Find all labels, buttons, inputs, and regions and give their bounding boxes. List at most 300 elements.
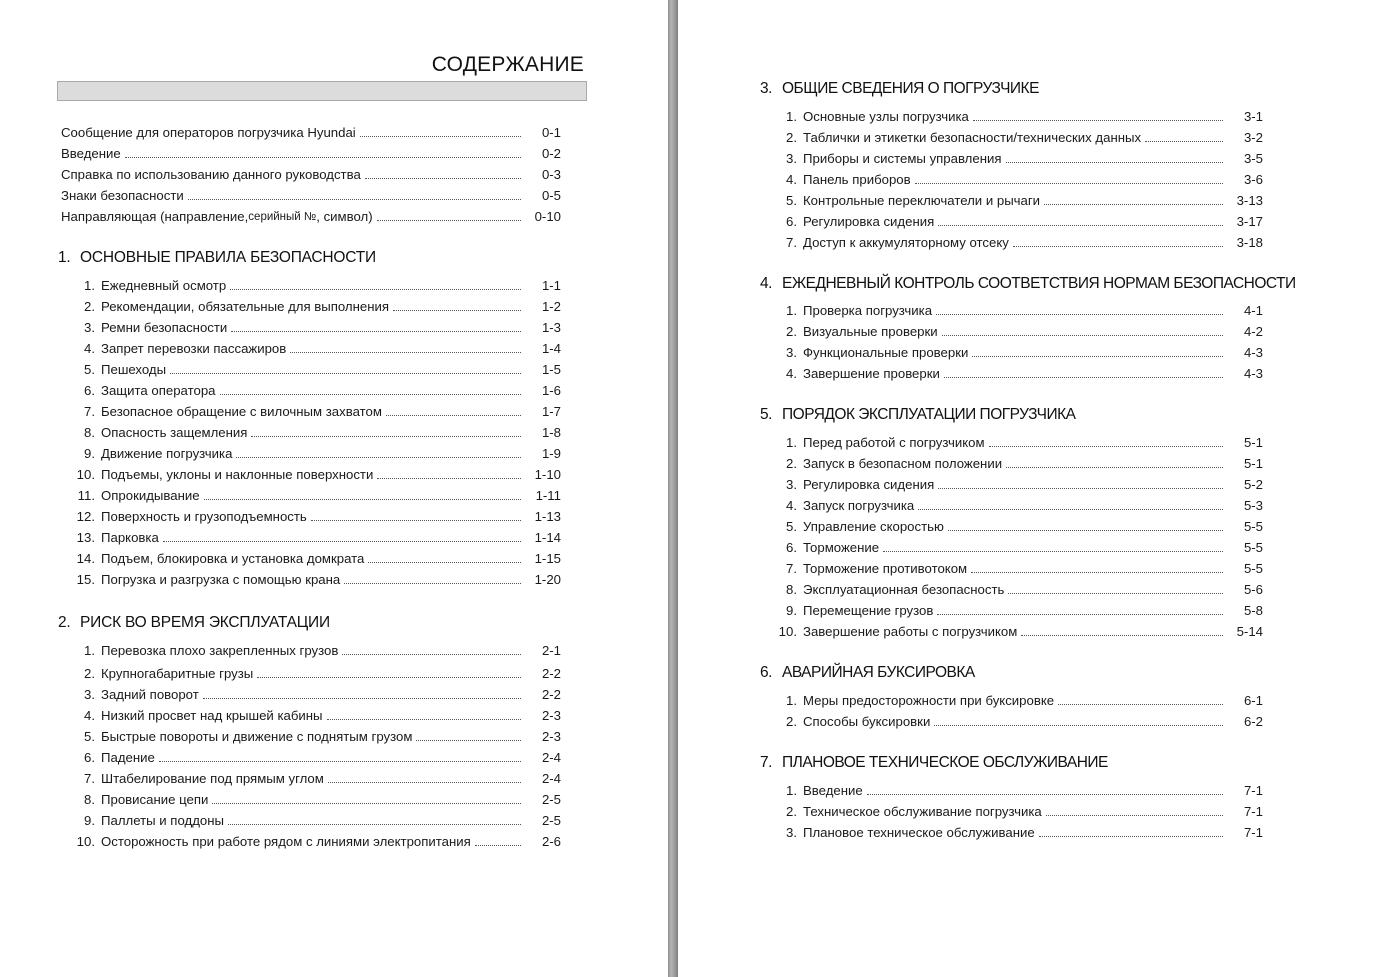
toc-entry[interactable] xyxy=(773,126,1263,146)
dot-leader xyxy=(1039,836,1223,837)
toc-entry-text: Направляющая (направление, xyxy=(61,209,249,224)
toc-entry-page: 0-10 xyxy=(534,209,561,224)
section-title: ОБЩИЕ СВЕДЕНИЯ О ПОГРУЗЧИКЕ xyxy=(782,80,1039,97)
dot-leader xyxy=(942,335,1223,336)
dot-leader xyxy=(1008,593,1223,594)
toc-entry-number: 13. xyxy=(76,530,95,545)
toc-entry-number: 7. xyxy=(786,235,797,250)
toc-entry-page: 4-3 xyxy=(1243,366,1263,381)
toc-entry[interactable] xyxy=(73,809,561,829)
dot-leader xyxy=(1046,815,1223,816)
toc-entry-page: 3-17 xyxy=(1236,214,1263,229)
toc-entry-page: 1-11 xyxy=(535,488,561,503)
dot-leader xyxy=(971,572,1223,573)
toc-entry-text: Парковка xyxy=(101,530,159,545)
toc-entry-number: 9. xyxy=(84,446,95,461)
toc-entry[interactable] xyxy=(773,147,1263,167)
toc-entry-page: 1-8 xyxy=(541,425,561,440)
toc-entry-page: 0-2 xyxy=(541,146,561,161)
toc-entry-page: 1-9 xyxy=(541,446,561,461)
toc-entry-page: 4-3 xyxy=(1243,345,1263,360)
toc-entry-page: 1-4 xyxy=(541,341,561,356)
toc-entry-text: Перед работой с погрузчиком xyxy=(803,435,985,450)
toc-entry[interactable] xyxy=(73,274,561,294)
toc-entry[interactable] xyxy=(773,620,1263,640)
toc-entry-text: Техническое обслуживание погрузчика xyxy=(803,804,1042,819)
dot-leader xyxy=(365,178,521,179)
toc-entry-number: 1. xyxy=(84,643,95,658)
toc-entry-page: 5-5 xyxy=(1243,519,1263,534)
toc-entry-page: 5-2 xyxy=(1243,477,1263,492)
dot-leader xyxy=(934,725,1223,726)
toc-entry-number: 4. xyxy=(786,498,797,513)
toc-entry[interactable] xyxy=(773,210,1263,230)
dot-leader xyxy=(328,782,521,783)
toc-entry-page: 2-1 xyxy=(541,643,561,658)
toc-entry-text: Рекомендации, обязательные для выполнения xyxy=(101,299,390,314)
toc-entry-text: Задний поворот xyxy=(101,687,199,702)
section-heading[interactable] xyxy=(760,275,1296,293)
dot-leader xyxy=(1021,635,1223,636)
toc-entry-number: 1. xyxy=(786,303,797,318)
toc-entry-page: 0-5 xyxy=(541,188,561,203)
toc-entry-page: 1-13 xyxy=(534,509,561,524)
toc-entry[interactable] xyxy=(773,362,1263,382)
dot-leader xyxy=(1006,162,1224,163)
dot-leader xyxy=(159,761,521,762)
toc-entry-number: 2. xyxy=(786,714,797,729)
toc-entry-number: 2. xyxy=(84,299,95,314)
toc-entry[interactable] xyxy=(73,662,561,682)
toc-entry-number: 1. xyxy=(786,109,797,124)
toc-entry-page: 2-3 xyxy=(541,729,561,744)
dot-leader xyxy=(948,530,1223,531)
toc-entry[interactable] xyxy=(73,400,561,420)
toc-entry[interactable] xyxy=(773,689,1263,709)
dot-leader xyxy=(1044,204,1223,205)
toc-entry-number: 1. xyxy=(786,783,797,798)
toc-entry-text: Запуск погрузчика xyxy=(803,498,915,513)
toc-entry-text: Запуск в безопасном положении xyxy=(803,456,1003,471)
toc-entry[interactable] xyxy=(773,452,1263,472)
toc-entry-text: Способы буксировки xyxy=(803,714,931,729)
dot-leader xyxy=(377,220,521,221)
toc-entry[interactable] xyxy=(61,121,561,141)
toc-entry[interactable] xyxy=(773,189,1263,209)
toc-entry-number: 2. xyxy=(84,666,95,681)
toc-entry[interactable] xyxy=(773,779,1263,799)
toc-entry-text: Регулировка сидения xyxy=(803,214,935,229)
toc-entry[interactable] xyxy=(61,205,561,225)
section-number: 5. xyxy=(760,406,772,423)
toc-entry-text: Перевозка плохо закрепленных грузов xyxy=(101,643,339,658)
dot-leader xyxy=(220,394,522,395)
toc-entry-text: Таблички и этикетки безопасности/технических данных xyxy=(803,130,1142,145)
section-number: 6. xyxy=(760,664,772,681)
toc-entry-text: Доступ к аккумуляторному отсеку xyxy=(803,235,1009,250)
toc-entry-text: Падение xyxy=(101,750,155,765)
toc-entry[interactable] xyxy=(73,547,561,567)
dot-leader xyxy=(918,509,1223,510)
toc-entry-text: Панель приборов xyxy=(803,172,911,187)
toc-entry-text: Торможение xyxy=(803,540,880,555)
toc-entry-text: Ежедневный осмотр xyxy=(101,278,227,293)
toc-entry[interactable] xyxy=(73,725,561,745)
toc-entry[interactable] xyxy=(73,788,561,808)
toc-entry-text: Знаки безопасности xyxy=(61,188,184,203)
toc-entry-page: 4-1 xyxy=(1243,303,1263,318)
toc-entry-number: 5. xyxy=(786,519,797,534)
toc-entry-number: 10. xyxy=(76,467,95,482)
toc-entry-page: 2-6 xyxy=(541,834,561,849)
toc-entry[interactable] xyxy=(73,463,561,483)
toc-entry-text: Плановое техническое обслуживание xyxy=(803,825,1035,840)
dot-leader xyxy=(251,436,521,437)
section-number: 4. xyxy=(760,275,772,292)
toc-entry-number: 5. xyxy=(84,729,95,744)
dot-leader xyxy=(867,794,1223,795)
toc-entry-page: 2-4 xyxy=(541,771,561,786)
toc-entry-text: Сообщение для операторов погрузчика Hyundai xyxy=(61,125,356,140)
toc-entry-page: 7-1 xyxy=(1243,783,1263,798)
toc-entry-page: 3-13 xyxy=(1236,193,1263,208)
toc-entry-text: Основные узлы погрузчика xyxy=(803,109,969,124)
toc-entry-number: 14. xyxy=(76,551,95,566)
toc-entry[interactable] xyxy=(73,484,561,504)
toc-entry[interactable] xyxy=(773,473,1263,493)
toc-entry-text: Паллеты и поддоны xyxy=(101,813,224,828)
toc-entry-text: Эксплуатационная безопасность xyxy=(803,582,1005,597)
section-heading[interactable] xyxy=(760,754,1108,772)
toc-entry-number: 2. xyxy=(786,130,797,145)
toc-entry[interactable] xyxy=(773,536,1263,556)
toc-entry-number: 4. xyxy=(786,172,797,187)
toc-entry[interactable] xyxy=(61,163,561,183)
toc-entry-text: Перемещение грузов xyxy=(803,603,934,618)
section-number: 3. xyxy=(760,80,772,97)
dot-leader xyxy=(944,377,1223,378)
toc-entry-page: 5-1 xyxy=(1243,435,1263,450)
toc-entry-page: 7-1 xyxy=(1243,825,1263,840)
toc-entry[interactable] xyxy=(73,639,561,659)
toc-entry[interactable] xyxy=(61,142,561,162)
toc-entry-page: 5-5 xyxy=(1243,561,1263,576)
toc-entry-text: Регулировка сидения xyxy=(803,477,935,492)
toc-entry-number: 6. xyxy=(786,540,797,555)
dot-leader xyxy=(416,740,521,741)
toc-entry-page: 5-6 xyxy=(1243,582,1263,597)
toc-entry-number: 6. xyxy=(84,383,95,398)
toc-entry-page: 2-2 xyxy=(541,666,561,681)
toc-entry-text: Введение xyxy=(61,146,121,161)
dot-leader xyxy=(344,583,521,584)
toc-entry-text: Визуальные проверки xyxy=(803,324,938,339)
toc-entry-text: Движение погрузчика xyxy=(101,446,233,461)
toc-entry-number: 8. xyxy=(786,582,797,597)
toc-entry-text: Поверхность и грузоподъемность xyxy=(101,509,307,524)
toc-entry[interactable] xyxy=(773,515,1263,535)
toc-entry-page: 3-18 xyxy=(1236,235,1263,250)
dot-leader xyxy=(360,136,521,137)
toc-entry-number: 3. xyxy=(786,825,797,840)
toc-entry[interactable] xyxy=(773,578,1263,598)
page-title: СОДЕРЖАНИЕ xyxy=(431,53,584,76)
toc-entry-page: 1-1 xyxy=(541,278,561,293)
dot-leader xyxy=(938,225,1223,226)
toc-entry[interactable] xyxy=(773,494,1263,514)
toc-entry-number: 3. xyxy=(786,345,797,360)
section-heading[interactable] xyxy=(760,406,1076,424)
toc-entry-number: 15. xyxy=(76,572,95,587)
section-number: 1. xyxy=(58,249,71,266)
dot-leader xyxy=(170,373,521,374)
dot-leader xyxy=(475,845,521,846)
toc-entry-page: 1-15 xyxy=(534,551,561,566)
toc-entry[interactable] xyxy=(73,746,561,766)
toc-entry-page: 2-3 xyxy=(541,708,561,723)
dot-leader xyxy=(989,446,1223,447)
toc-entry-number: 2. xyxy=(786,456,797,471)
toc-entry-page: 1-7 xyxy=(541,404,561,419)
toc-entry[interactable] xyxy=(73,379,561,399)
toc-entry-text: Справка по использованию данного руководства xyxy=(61,167,361,182)
toc-entry-text: Функциональные проверки xyxy=(803,345,969,360)
toc-entry-text-small: серийный № xyxy=(248,211,317,223)
toc-entry-text: Проверка погрузчика xyxy=(803,303,933,318)
toc-entry-page: 7-1 xyxy=(1243,804,1263,819)
toc-entry-text: Низкий просвет над крышей кабины xyxy=(101,708,323,723)
toc-entry[interactable] xyxy=(73,442,561,462)
toc-entry-text: Управление скоростью xyxy=(803,519,944,534)
toc-entry-text: Введение xyxy=(803,783,863,798)
section-heading[interactable] xyxy=(760,80,1039,98)
toc-entry-text: Пешеходы xyxy=(101,362,167,377)
section-title: ПЛАНОВОЕ ТЕХНИЧЕСКОЕ ОБСЛУЖИВАНИЕ xyxy=(782,754,1108,771)
toc-entry-number: 7. xyxy=(786,561,797,576)
toc-entry[interactable] xyxy=(73,830,561,850)
toc-entry[interactable] xyxy=(773,168,1263,188)
section-title: ЕЖЕДНЕВНЫЙ КОНТРОЛЬ СООТВЕТСТВИЯ НОРМАМ БЕЗОПАСНОСТИ xyxy=(782,275,1296,292)
toc-entry[interactable] xyxy=(73,337,561,357)
toc-entry[interactable] xyxy=(73,316,561,336)
dot-leader xyxy=(936,314,1223,315)
toc-entry[interactable] xyxy=(73,358,561,378)
toc-entry-page: 1-5 xyxy=(541,362,561,377)
toc-entry[interactable] xyxy=(73,505,561,525)
toc-entry[interactable] xyxy=(773,599,1263,619)
dot-leader xyxy=(938,488,1223,489)
toc-entry-number: 1. xyxy=(84,278,95,293)
toc-entry-page: 2-2 xyxy=(541,687,561,702)
toc-entry-text: Безопасное обращение с вилочным захватом xyxy=(101,404,382,419)
toc-entry-number: 2. xyxy=(786,324,797,339)
toc-entry[interactable] xyxy=(773,299,1263,319)
toc-entry-number: 5. xyxy=(786,193,797,208)
toc-entry-text: Запрет перевозки пассажиров xyxy=(101,341,287,356)
toc-entry-number: 9. xyxy=(786,603,797,618)
toc-entry[interactable] xyxy=(73,767,561,787)
section-number: 2. xyxy=(58,614,71,631)
toc-entry[interactable] xyxy=(73,526,561,546)
toc-entry[interactable] xyxy=(773,431,1263,451)
toc-entry-number: 10. xyxy=(76,834,95,849)
toc-entry-page: 1-6 xyxy=(541,383,561,398)
toc-entry-text: Завершение работы с погрузчиком xyxy=(803,624,1018,639)
toc-entry-text: Ремни безопасности xyxy=(101,320,228,335)
toc-entry-page: 2-4 xyxy=(541,750,561,765)
toc-entry-page: 3-1 xyxy=(1243,109,1263,124)
toc-entry-page: 6-1 xyxy=(1243,693,1263,708)
dot-leader xyxy=(231,331,521,332)
toc-entry-text: Меры предосторожности при буксировке xyxy=(803,693,1055,708)
dot-leader xyxy=(125,157,521,158)
dot-leader xyxy=(1013,246,1223,247)
toc-entry-page: 3-6 xyxy=(1243,172,1263,187)
section-heading[interactable] xyxy=(58,249,376,267)
dot-leader xyxy=(163,541,521,542)
toc-entry-page: 2-5 xyxy=(541,813,561,828)
section-title: РИСК ВО ВРЕМЯ ЭКСПЛУАТАЦИИ xyxy=(80,614,330,631)
section-title: ОСНОВНЫЕ ПРАВИЛА БЕЗОПАСНОСТИ xyxy=(80,249,376,266)
toc-entry-text: Приборы и системы управления xyxy=(803,151,1002,166)
toc-entry-text: Провисание цепи xyxy=(101,792,209,807)
toc-entry-number: 6. xyxy=(786,214,797,229)
toc-entry-text: Торможение противотоком xyxy=(803,561,968,576)
toc-entry[interactable] xyxy=(73,568,561,588)
toc-entry-page: 4-2 xyxy=(1243,324,1263,339)
toc-entry-page: 1-2 xyxy=(541,299,561,314)
toc-entry-page: 1-3 xyxy=(541,320,561,335)
toc-entry-text: Контрольные переключатели и рычаги xyxy=(803,193,1041,208)
toc-entry[interactable] xyxy=(773,557,1263,577)
toc-entry-page: 3-2 xyxy=(1243,130,1263,145)
toc-entry-number: 10. xyxy=(778,624,797,639)
toc-entry-number: 7. xyxy=(84,771,95,786)
dot-leader xyxy=(368,562,521,563)
dot-leader xyxy=(212,803,521,804)
toc-entry-number: 6. xyxy=(84,750,95,765)
toc-entry-page: 5-8 xyxy=(1243,603,1263,618)
toc-entry-text: Подъем, блокировка и установка домкрата xyxy=(101,551,365,566)
dot-leader xyxy=(188,199,521,200)
dot-leader xyxy=(883,551,1223,552)
dot-leader xyxy=(377,478,521,479)
toc-entry-number: 7. xyxy=(84,404,95,419)
toc-entry-page: 5-5 xyxy=(1243,540,1263,555)
section-heading[interactable] xyxy=(58,614,330,632)
toc-entry[interactable] xyxy=(773,821,1263,841)
section-title: АВАРИЙНАЯ БУКСИРОВКА xyxy=(782,664,975,681)
dot-leader xyxy=(386,415,521,416)
dot-leader xyxy=(1006,467,1223,468)
toc-entry-text: Защита оператора xyxy=(101,383,216,398)
toc-entry[interactable] xyxy=(773,231,1263,251)
toc-entry-number: 9. xyxy=(84,813,95,828)
toc-entry-text: Опасность защемления xyxy=(101,425,248,440)
toc-entry[interactable] xyxy=(773,341,1263,361)
dot-leader xyxy=(203,698,521,699)
dot-leader xyxy=(257,677,521,678)
toc-entry-page: 2-5 xyxy=(541,792,561,807)
toc-entry-number: 3. xyxy=(786,151,797,166)
toc-entry-number: 2. xyxy=(786,804,797,819)
right-page xyxy=(678,0,1389,977)
toc-entry-page: 1-14 xyxy=(534,530,561,545)
toc-entry-number: 12. xyxy=(76,509,95,524)
dot-leader xyxy=(311,520,521,521)
dot-leader xyxy=(973,120,1223,121)
toc-entry-text: Быстрые повороты и движение с поднятым грузом xyxy=(101,729,413,744)
toc-entry-text: Штабелирование под прямым углом xyxy=(101,771,324,786)
toc-entry-number: 3. xyxy=(84,687,95,702)
toc-entry-text-end: , символ) xyxy=(316,209,373,224)
toc-entry-number: 3. xyxy=(786,477,797,492)
dot-leader xyxy=(327,719,521,720)
toc-entry-page: 5-1 xyxy=(1243,456,1263,471)
toc-entry[interactable] xyxy=(73,704,561,724)
toc-entry[interactable] xyxy=(773,710,1263,730)
toc-entry[interactable] xyxy=(773,320,1263,340)
toc-entry-number: 8. xyxy=(84,425,95,440)
dot-leader xyxy=(1145,141,1223,142)
toc-entry[interactable] xyxy=(773,105,1263,125)
toc-entry-text: Крупногабаритные грузы xyxy=(101,666,254,681)
toc-entry-text: Погрузка и разгрузка с помощью крана xyxy=(101,572,341,587)
dot-leader xyxy=(1058,704,1223,705)
toc-entry[interactable] xyxy=(73,295,561,315)
toc-entry[interactable] xyxy=(73,421,561,441)
toc-entry-text: Опрокидывание xyxy=(101,488,200,503)
toc-entry-text: Осторожность при работе рядом с линиями электропитания xyxy=(101,834,471,849)
page-gutter xyxy=(668,0,678,977)
dot-leader xyxy=(290,352,521,353)
toc-entry-page: 1-20 xyxy=(534,572,561,587)
toc-entry-page: 6-2 xyxy=(1243,714,1263,729)
toc-entry-number: 3. xyxy=(84,320,95,335)
section-title: ПОРЯДОК ЭКСПЛУАТАЦИИ ПОГРУЗЧИКА xyxy=(782,406,1076,423)
toc-entry[interactable] xyxy=(773,800,1263,820)
toc-entry-number: 8. xyxy=(84,792,95,807)
toc-entry-number: 1. xyxy=(786,693,797,708)
dot-leader xyxy=(972,356,1223,357)
section-number: 7. xyxy=(760,754,772,771)
toc-entry-page: 3-5 xyxy=(1243,151,1263,166)
left-page xyxy=(0,0,668,977)
toc-entry-page: 1-10 xyxy=(534,467,561,482)
toc-entry-number: 1. xyxy=(786,435,797,450)
toc-entry[interactable] xyxy=(73,683,561,703)
toc-entry-number: 5. xyxy=(84,362,95,377)
toc-entry-page: 5-14 xyxy=(1236,624,1263,639)
dot-leader xyxy=(915,183,1223,184)
toc-entry-number: 4. xyxy=(84,341,95,356)
dot-leader xyxy=(342,654,521,655)
dot-leader xyxy=(236,457,521,458)
section-heading[interactable] xyxy=(760,664,975,682)
toc-entry-number: 4. xyxy=(84,708,95,723)
dot-leader xyxy=(204,499,521,500)
toc-entry[interactable] xyxy=(61,184,561,204)
dot-leader xyxy=(937,614,1223,615)
dot-leader xyxy=(228,824,521,825)
toc-entry-page: 0-3 xyxy=(541,167,561,182)
toc-entry-text: Завершение проверки xyxy=(803,366,940,381)
toc-entry-number: 4. xyxy=(786,366,797,381)
toc-entry-page: 5-3 xyxy=(1243,498,1263,513)
title-bar xyxy=(57,81,587,101)
dot-leader xyxy=(393,310,521,311)
toc-entry-number: 11. xyxy=(77,488,95,503)
